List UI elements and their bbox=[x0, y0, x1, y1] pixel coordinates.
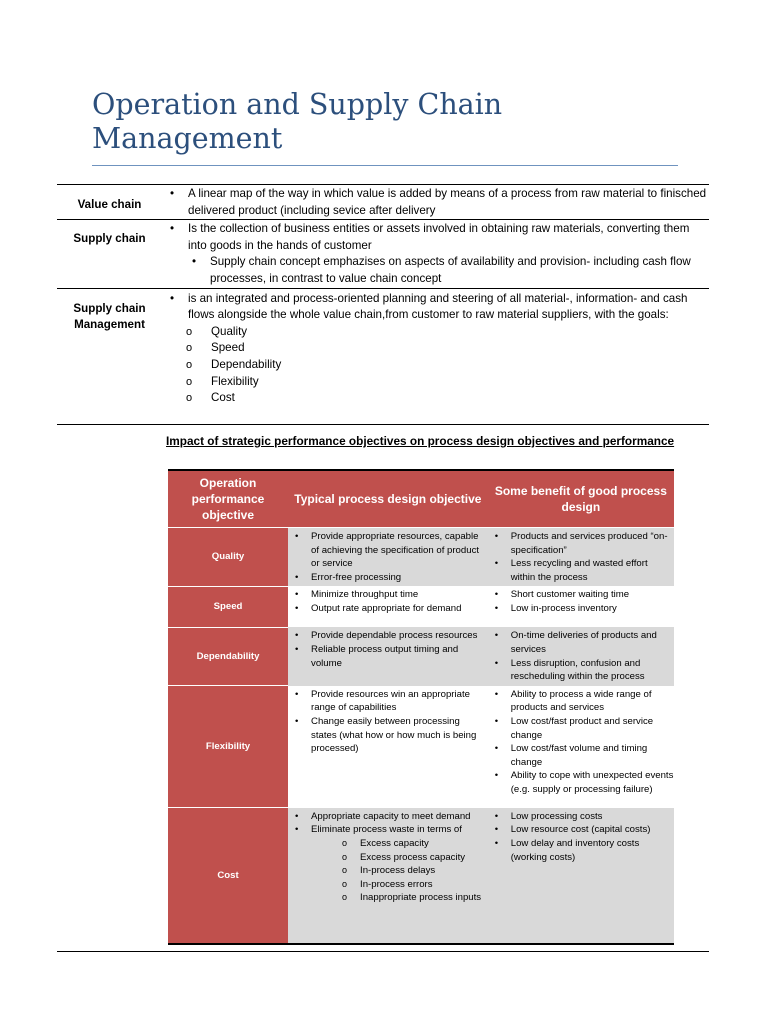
objective-cell: Quality bbox=[168, 528, 288, 587]
document-title: Operation and Supply Chain Management bbox=[92, 88, 503, 155]
list-item: • Low resource cost (capital costs) bbox=[488, 823, 674, 837]
list-item: o In-process delays bbox=[288, 864, 488, 878]
objective-cell: Flexibility bbox=[168, 686, 288, 808]
list-item: • Low in-process inventory bbox=[488, 602, 674, 616]
list-item: • Products and services produced “on-specification” bbox=[488, 530, 674, 557]
definition-term: Value chain bbox=[77, 198, 142, 211]
table-row bbox=[168, 528, 674, 587]
list-item: • Eliminate process waste in terms of bbox=[288, 823, 488, 837]
list-item: • Output rate appropriate for demand bbox=[288, 602, 488, 616]
goals-list bbox=[162, 324, 709, 407]
list-item: • Low cost/fast product and service change bbox=[488, 715, 674, 742]
list-item: • Ability to cope with unexpected events (e.g. supply or processing failure) bbox=[488, 769, 674, 796]
list-item: • Short customer waiting time bbox=[488, 588, 674, 602]
table-row bbox=[168, 586, 674, 627]
objective-cell: Speed bbox=[168, 586, 288, 627]
definition-row-scm bbox=[57, 288, 709, 424]
goal-item: o Dependability bbox=[162, 357, 709, 374]
goal-item: o Flexibility bbox=[162, 374, 709, 391]
definition-subpoints bbox=[162, 254, 709, 287]
goal-item: o Cost bbox=[162, 390, 709, 407]
table-header-row bbox=[168, 470, 674, 528]
list-item: • is an integrated and process-oriented planning and steering of all material-, information- and cash flows alongside the whole value chain,from customer to raw material suppliers, with the goals: bbox=[162, 291, 709, 324]
definition-points bbox=[162, 186, 709, 219]
definition-row-supply-chain bbox=[57, 220, 709, 288]
list-item: • Provide appropriate resources, capable of achieving the specification of product or service bbox=[288, 530, 488, 571]
title-underline bbox=[92, 165, 678, 166]
definitions-table bbox=[57, 184, 709, 425]
definition-points bbox=[162, 291, 709, 324]
list-item: o Inappropriate process inputs bbox=[288, 891, 488, 905]
objective-cell: Dependability bbox=[168, 627, 288, 685]
list-item: • Error-free processing bbox=[288, 571, 488, 585]
list-item: • Provide dependable process resources bbox=[288, 629, 488, 643]
table-row bbox=[168, 627, 674, 685]
table-row bbox=[168, 808, 674, 944]
definition-term: Supply chain Management bbox=[73, 301, 146, 332]
list-item: • Appropriate capacity to meet demand bbox=[288, 810, 488, 824]
list-item: • A linear map of the way in which value is added by means of a process from raw material to finisched delivered product (including sevice after delivery bbox=[162, 186, 709, 219]
list-item: • Reliable process output timing and volume bbox=[288, 643, 488, 670]
list-item: • Is the collection of business entities or assets involved in obtaining raw materials, converting them into goods in the hands of customer bbox=[162, 221, 709, 254]
performance-table bbox=[168, 469, 674, 945]
list-item: o In-process errors bbox=[288, 878, 488, 892]
list-item: • Ability to process a wide range of products and services bbox=[488, 688, 674, 715]
list-item: • Minimize throughput time bbox=[288, 588, 488, 602]
goal-item: o Quality bbox=[162, 324, 709, 341]
list-item: o Excess process capacity bbox=[288, 851, 488, 865]
column-header: Typical process design objective bbox=[288, 470, 488, 528]
list-item: • Change easily between processing states (what how or how much is being processed) bbox=[288, 715, 488, 756]
definition-term: Supply chain bbox=[73, 232, 146, 246]
list-item: • Supply chain concept emphazises on aspects of availability and provision- including cash flow processes, in contrast to value chain concept bbox=[162, 254, 709, 287]
list-item: • Low processing costs bbox=[488, 810, 674, 824]
objective-cell: Cost bbox=[168, 808, 288, 944]
list-item: • Less recycling and wasted effort within the process bbox=[488, 557, 674, 584]
list-item: • Low delay and inventory costs (working costs) bbox=[488, 837, 674, 864]
list-item: • Less disruption, confusion and rescheduling within the process bbox=[488, 657, 674, 684]
column-header: Some benefit of good process design bbox=[488, 470, 674, 528]
definition-row-value-chain bbox=[57, 185, 709, 220]
column-header: Operation performance objective bbox=[168, 470, 288, 528]
footer-rule bbox=[57, 951, 709, 952]
list-item: • Provide resources win an appropriate range of capabilities bbox=[288, 688, 488, 715]
goal-item: o Speed bbox=[162, 340, 709, 357]
list-item: • Low cost/fast volume and timing change bbox=[488, 742, 674, 769]
list-item: • On-time deliveries of products and services bbox=[488, 629, 674, 656]
impact-heading: Impact of strategic performance objectives on process design objectives and performance bbox=[166, 434, 675, 448]
list-item: o Excess capacity bbox=[288, 837, 488, 851]
table-row bbox=[168, 686, 674, 808]
definition-points bbox=[162, 221, 709, 254]
